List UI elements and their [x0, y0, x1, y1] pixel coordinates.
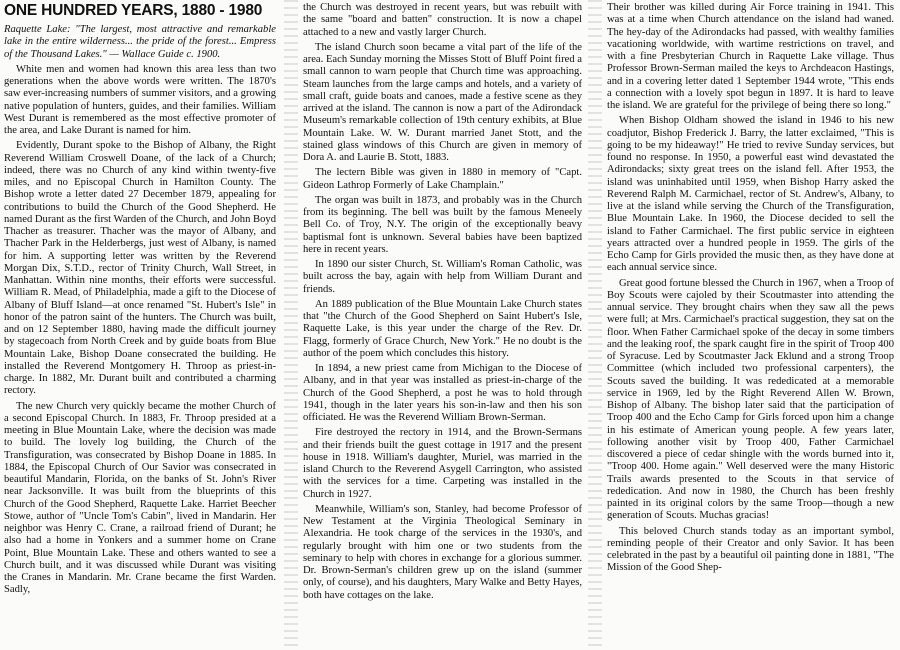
paragraph: The lectern Bible was given in 1880 in memory of "Capt. Gideon Lathrop Formerly of Lake Champlain.": [303, 167, 582, 191]
paragraph: Meanwhile, William's son, Stanley, had become Professor of New Testament at the Virginia Theological Seminary in Alexandria. He took charge of the services in the 1930's, and regularly brought with him one or two students from the seminary to help with chores in exchange for a glorious summer. Dr. Brown-Serman's children grew up on the island (summer only, of course), and his daughters, Mary Walke and Betty Hayes, both have cottages on the lake.: [303, 503, 582, 601]
paragraph: The new Church very quickly became the mother Church of a second Episcopal Church. In 1883, Fr. Throop presided at a meeting in Blue Mountain Lake, where the decision was made to build. The lovely log building, the Church of the Transfiguration, was consecrated by Bishop Doane in 1885. In 1884, the Episcopal Church of Our Savior was consecrated in beautiful Mandarin, Florida, on the banks of St. John's River near Jacksonville. It was built from the blueprints of this Church of the Good Shepherd, Raquette Lake. Harriet Beecher Stowe, author of "Uncle Tom's Cabin", lived in Mandarin. Her neighbor was Henry C. Crane, a railroad friend of Durant; he also had a home in Yonkers and a summer home on Crane Point, Blue Mountain Lake. These and others wanted to see a Church built, and it was discussed while Durant was visiting the Cranes in Mandarin. Mr. Crane became the first Warden. Sadly,: [4, 400, 276, 596]
paragraph: This beloved Church stands today as an important symbol, reminding people of their Creator and only Savior. It has been celebrated in the past by a beautiful oil painting done in 1881, "The Mission of the Good Shep-: [607, 525, 894, 574]
paragraph: Great good fortune blessed the Church in 1967, when a Troop of Boy Scouts were cajoled by their Scoutmaster into attending the annual service. They brought chairs when they saw all the pews were full; at Mrs. Carmichael's practical suggestion, they sat on the floor. When Father Carmichael spoke of the decay in some timbers and the leaking roof, the spark caught fire in the spirit of Troop 400 of Syracuse. Led by Scoutmaster Jack Eklund and a strong Troop Committee (which included two professional carpenters), the Scouts saved the building. It was rededicated at a memorable service in 1969, led by the Right Reverend Allen W. Brown, Bishop of Albany. The bishop later said that the participation of Troop 400 and the Echo Camp for Girls forced upon him a change in his estimate of American young people. A few years later, following another visit by Troop 400, Father Carmichael discovered a piece of cedar shingle with the words burned into it, "Troop 400. Home again." Well deserved were the many Historic Trails awards presented to the Scouts in that service of rededication. And now in 1980, the Church has been freshly painted in its original colors by the same Troop—though a new generation of Scouts. Muchas gracias!: [607, 277, 894, 522]
article-column-3: [607, 2, 894, 650]
paragraph: The organ was built in 1873, and probably was in the Church from its beginning. The bell was built by the famous Meneely Bell Co. of Troy, N.Y. The origin of the exceptionally beavy baptismal font is unknown. Several babies have been baptized here in recent years.: [303, 194, 582, 255]
paragraph: Fire destroyed the rectory in 1914, and the Brown-Sermans and their friends built the guest cottage in 1917 and the present house in 1918. William's daughter, Muriel, was married in the island Church to the Reverend Asygell Carrington, who assisted with the services for a time. Carpeting was installed in the Church in 1927.: [303, 427, 582, 500]
paragraph: Their brother was killed during Air Force training in 1941. This was at a time when Church attendance on the island had waned. The hey-day of the Adirondacks had passed, with wealthy families vacationing worldwide, with wartime restrictions on travel, and with a fine Presbyterian Church in Raquette Lake village. Thus Professor Brown-Serman mailed the keys to Archdeacon Hastings, and in a covering letter dated 1 September 1944 wrote, "This ends a connection with a lovely spot begun in 1897. It is hard to leave the island. We are grateful for the privilege of being there so long.": [607, 2, 894, 111]
article-column-1: [4, 2, 276, 650]
column-fold-shadow: [284, 0, 298, 650]
paragraph: In 1890 our sister Church, St. William's Roman Catholic, was built across the bay, again with help from William Durant and friends.: [303, 259, 582, 295]
paragraph: When Bishop Oldham showed the island in 1946 to his new coadjutor, Bishop Frederick J. Barry, the latter exclaimed, "This is going to be my hideaway!" He tried to revive Sunday services, but found no response. In 1950, a powerful east wind devastated the Adirondacks; sixty great trees on the island fell. After 1953, the island was uninhabited until 1959, when Bishop Harry asked the Reverend Ralph M. Carmichael, rector of St. Andrew's, Albany, to live at the island while serving the Church of the Transfiguration, Blue Mountain Lake. In 1960, the Diocese decided to sell the island to Father Carmichael. The first public service in eighteen years attracted over a hundred people in 1959. The girls of the Echo Camp for Girls provided the music then, as they have done at each annual service since.: [607, 115, 894, 274]
paragraph: In 1894, a new priest came from Michigan to the Diocese of Albany, and in that year was installed as priest-in-charge of the Church of the Good Shepherd, a post he was to hold through 1941, though in the later years his son-in-law and then his son officiated. He was the Reverend William Brown-Serman.: [303, 363, 582, 423]
paragraph: Evidently, Durant spoke to the Bishop of Albany, the Right Reverend William Croswell Doane, of the lack of a Church; indeed, there was no Church of any kind within twenty-five miles, and no Episcopal Church in Hamilton County. The Bishop wrote a letter dated 27 December 1879, appealing for contributions to build the Church of the Good Shepherd. He named Durant as the first Warden of the Church, and John Boyd Thacher as treasurer. Thacher was the mayor of Albany, and Thacher Park in the Helderbergs, just west of Albany, is named for him. A supporting letter was written by the Reverend Morgan Dix, S.T.D., rector of Trinity Church, Wall Street, in Manhattan. Within nine months, their efforts were successful. William R. Mead, of Philadelphia, made a gift to the Diocese of Albany of Bluff Island—at once renamed "St. Hubert's Isle" in honor of the patron saint of the hunters. The Church was built, and on 12 September 1880, having made the difficult journey by stagecoach from North Creek and by guide boats from Blue Mountain Lake, Bishop Doane consecrated the building. He installed the Reverend Montgomery H. Throop as priest-in-charge. In 1882, Mr. Durant built and contributed a charming rectory.: [4, 140, 276, 397]
paragraph: the Church was destroyed in recent years, but was rebuilt with the same "board and batten" construction. It is now a chapel attached to a new and vastly larger Church.: [303, 2, 582, 38]
paragraph: White men and women had known this area less than two generations when the above words were written. The 1870's saw ever-increasing numbers of summer visitors, and a growing native population of hunters, guides, and their families. William West Durant is remembered as the most effective promoter of the area, and Lake Durant is named for him.: [4, 63, 276, 136]
article-title: ONE HUNDRED YEARS, 1880 - 1980: [4, 2, 263, 19]
paragraph: An 1889 publication of the Blue Mountain Lake Church states that "the Church of the Good Shepherd on Saint Hubert's Isle, Raquette Lake, is this year under the charge of the Rev. Dr. Flagg, formerly of Grace Church, New York." He no doubt is the author of the poem which concludes this history.: [303, 298, 582, 359]
article-column-2: [303, 2, 582, 650]
paragraph: The island Church soon became a vital part of the life of the area. Each Sunday morning the Misses Stott of Bluff Point fired a small cannon to warn people that Church time was approaching. Steam launches from the large camps and hotels, and a variety of small craft, guide boats and canoes, made a festive scene as they arrived at the island. The cannon is now a part of the Adirondack Museum's remarkable collection of 19th century exhibits, at Blue Mountain Lake. W. W. Durant married Janet Stott, and the stained glass windows of this Church are given in memory of Dora A. and Laurie B. Stott, 1883.: [303, 41, 582, 163]
epigraph-quote: Raquette Lake: "The largest, most attractive and remarkable lake in the entire wilderness... the pride of the forest... Empress of the Thousand Lakes." — Wallace Guide c. 1900.: [4, 24, 276, 60]
column-fold-shadow: [588, 0, 602, 650]
